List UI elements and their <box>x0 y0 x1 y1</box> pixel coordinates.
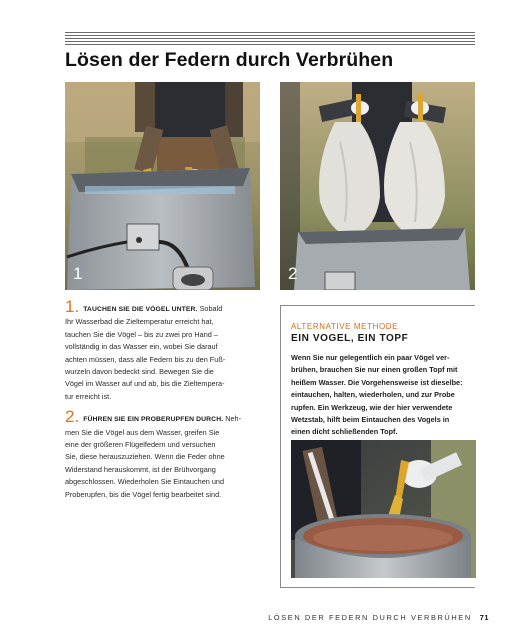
step-line: Sie, diese herauszuziehen. Wenn die Feder ohne <box>65 452 225 462</box>
step-number: 2. <box>65 407 80 427</box>
step-line: eine der größeren Flügelfedern und versuchen <box>65 440 216 450</box>
sidebar-line: heißem Wasser. Die Vorgehensweise ist dieselbe: <box>291 377 463 387</box>
photo-number: 1 <box>73 264 83 283</box>
page-number: 71 <box>479 613 489 622</box>
step-number: 1. <box>65 297 80 316</box>
step-line: Vögel im Wasser auf und ab, bis die Zieltempera- <box>65 379 225 389</box>
page-footer <box>268 613 489 622</box>
step-line: Widerstand herauskommt, ist der Brühvorgang <box>65 464 216 474</box>
sidebar-category: ALTERNATIVE METHODE <box>291 322 399 331</box>
header-rule <box>65 32 475 45</box>
step-line: vollständig in das Wasser ein, wobei Sie darauf <box>65 342 218 352</box>
photo-pot-sharpening-steel <box>291 440 476 578</box>
photo-lifting-birds <box>280 82 475 290</box>
step-line: Neh- <box>225 414 242 424</box>
sidebar-line: einen dicht schließenden Topf. <box>291 427 398 437</box>
sidebar-line: brühen, brauchen Sie nur einen großen Topf mit <box>291 365 458 375</box>
sidebar-body <box>291 352 471 439</box>
step-title: FÜHREN SIE EIN PROBERUPFEN DURCH. <box>83 416 224 424</box>
step-1 <box>65 297 270 403</box>
sidebar-line: eintauchen, halten, wiederholen, und zur Probe <box>291 390 455 400</box>
step-line: Sobald <box>199 304 223 313</box>
step-line: tauchen Sie die Vögel – bis zu zwei pro Hand – <box>65 329 218 339</box>
sidebar-line: Wetzstab, hilft beim Eintauchen des Vogels in <box>291 415 450 425</box>
sidebar-title: EIN VOGEL, EIN TOPF <box>291 333 409 344</box>
step-line: abgeschlossen. Wiederholen Sie Eintauchen und <box>65 477 225 487</box>
step-2 <box>65 407 270 501</box>
step-title: TAUCHEN SIE DIE VÖGEL UNTER. <box>83 306 198 313</box>
photo-scalding-tank <box>65 82 260 290</box>
photo-number: 2 <box>288 264 298 283</box>
footer-section: LÖSEN DER FEDERN DURCH VERBRÜHEN <box>268 613 472 622</box>
steps-column <box>65 297 270 501</box>
step-line: Ihr Wasserbad die Zieltemperatur erreicht hat, <box>65 317 214 327</box>
step-line: men Sie die Vögel aus dem Wasser, greifen Sie <box>65 427 220 437</box>
page-title: Lösen der Federn durch Verbrühen <box>65 49 394 71</box>
step-line: achten müssen, dass alle Federn bis zu den Fuß- <box>65 354 226 364</box>
sidebar-line: rupfen. Ein Werkzeug, wie der hier verwendete <box>291 402 453 412</box>
step-line: tur erreicht ist. <box>65 391 112 401</box>
sidebar-line: Wenn Sie nur gelegentlich ein paar Vögel ver- <box>291 353 450 362</box>
step-line: wurzeln davon bedeckt sind. Bewegen Sie die <box>65 367 214 377</box>
step-line: Proberupfen, bis die Vögel fertig bearbeitet sind. <box>65 489 222 499</box>
sidebar-box <box>280 305 475 588</box>
